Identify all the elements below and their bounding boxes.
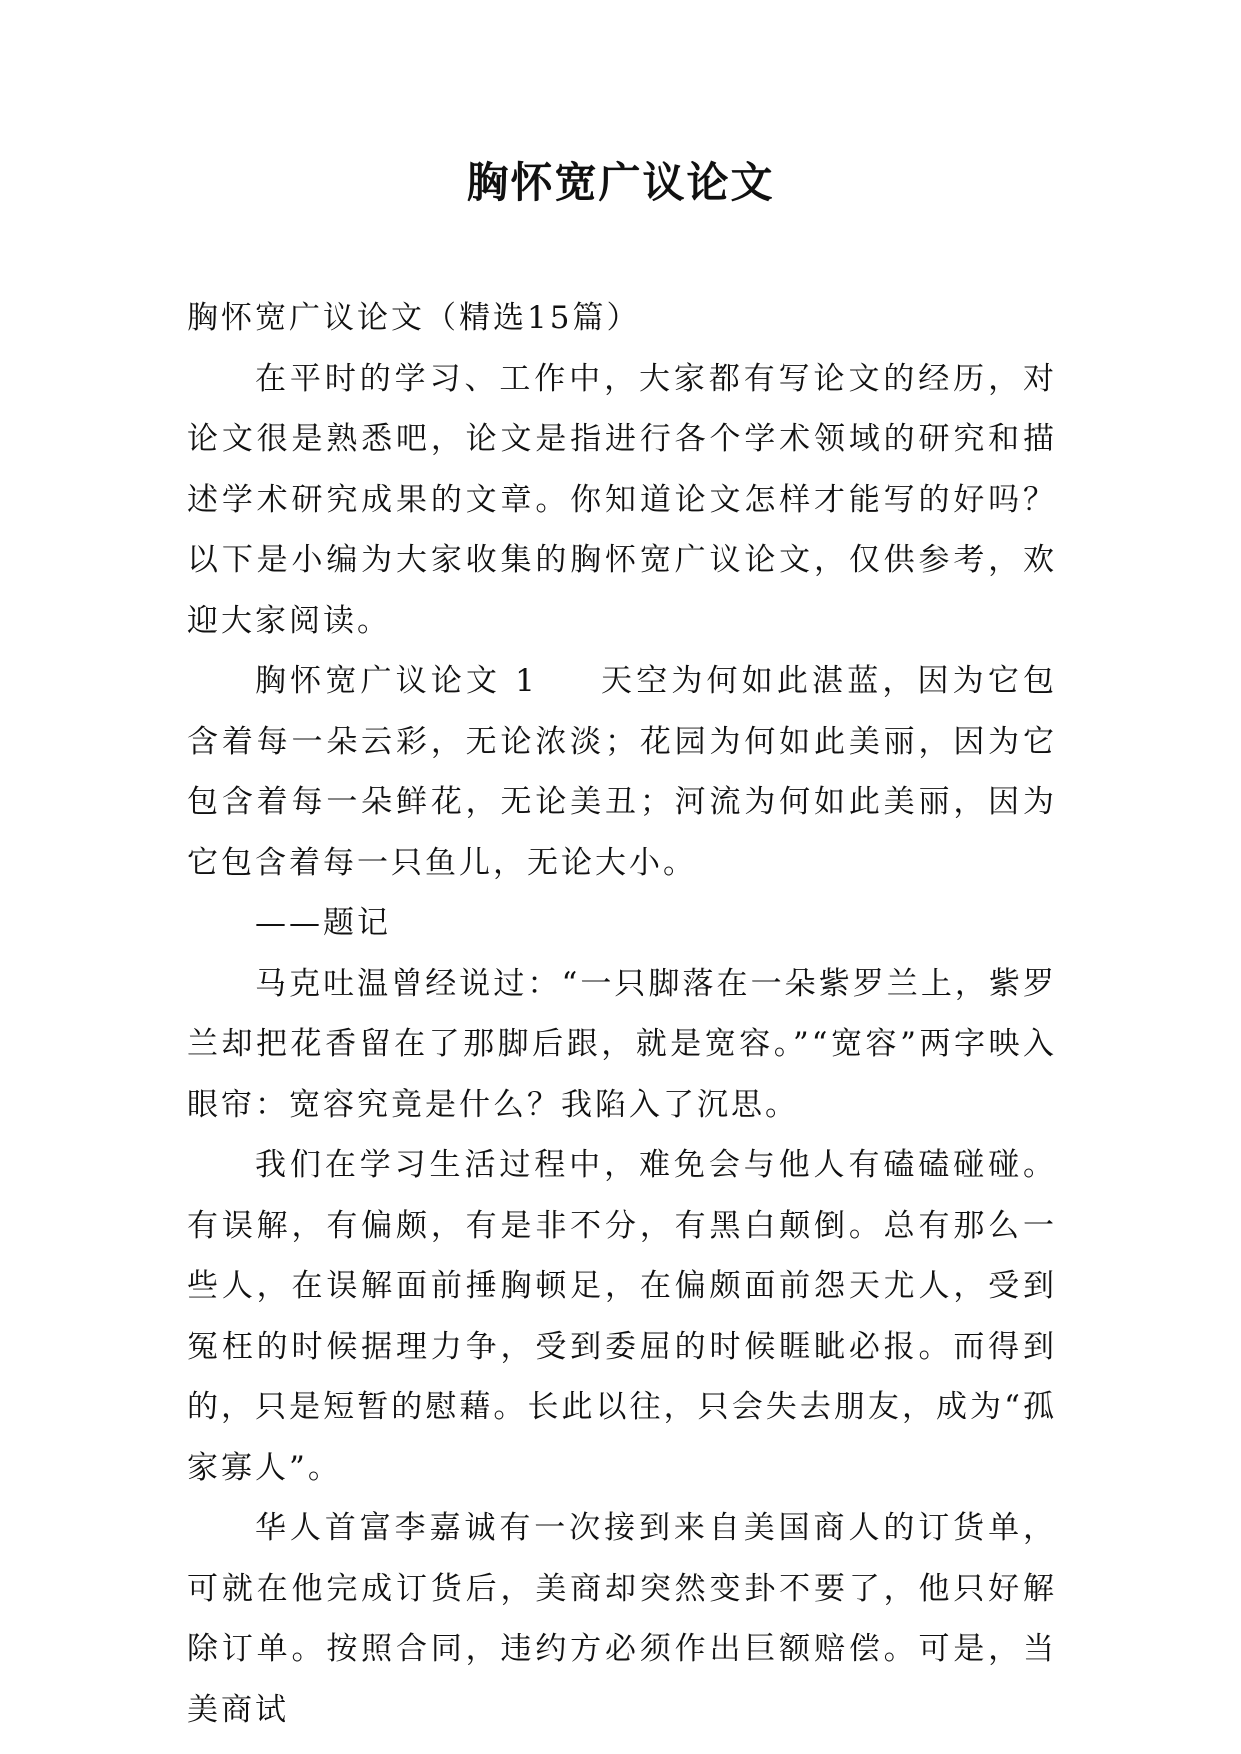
essay-heading: 胸怀宽广议论文 1 bbox=[255, 663, 538, 699]
essay-paragraph: 我们在学习生活过程中，难免会与他人有磕磕碰碰。有误解，有偏颇，有是非不分，有黑白颠倒。总有那么一些人，在误解面前捶胸顿足，在偏颇面前怨天尤人，受到冤枉的时候据理力争，受到委屈的时候睚眦必报。而得到的，只是短暂的慰藉。长此以往，只会失去朋友，成为“孤家寡人”。 bbox=[187, 1147, 1057, 1486]
essay-intro: 天空为何如此湛蓝，因为它包含着每一朵云彩，无论浓淡；花园为何如此美丽，因为它包含着每一朵鲜花，无论美丑；河流为何如此美丽，因为它包含着每一只鱼儿，无论大小。 bbox=[187, 663, 1058, 881]
essay-opening-paragraph bbox=[187, 651, 1057, 893]
intro-paragraph: 在平时的学习、工作中，大家都有写论文的经历，对论文很是熟悉吧，论文是指进行各个学术领域的研究和描述学术研究成果的文章。你知道论文怎样才能写的好吗？以下是小编为大家收集的胸怀宽广议论文，仅供参考，欢迎大家阅读。 bbox=[187, 360, 1057, 639]
document-subtitle: 胸怀宽广议论文（精选15篇） bbox=[187, 300, 641, 336]
essay-paragraph: 华人首富李嘉诚有一次接到来自美国商人的订货单，可就在他完成订货后，美商却突然变卦不要了，他只好解除订单。按照合同，违约方必须作出巨额赔偿。可是，当美商试 bbox=[187, 1510, 1057, 1728]
document-body bbox=[187, 288, 1057, 1740]
epigraph: ——题记 bbox=[255, 905, 391, 941]
document-title: 胸怀宽广议论文 bbox=[466, 158, 775, 207]
essay-paragraph: 马克吐温曾经说过：“一只脚落在一朵紫罗兰上，紫罗兰却把花香留在了那脚后跟，就是宽容。”“宽容”两字映入眼帘：宽容究竟是什么？我陷入了沉思。 bbox=[187, 965, 1057, 1123]
